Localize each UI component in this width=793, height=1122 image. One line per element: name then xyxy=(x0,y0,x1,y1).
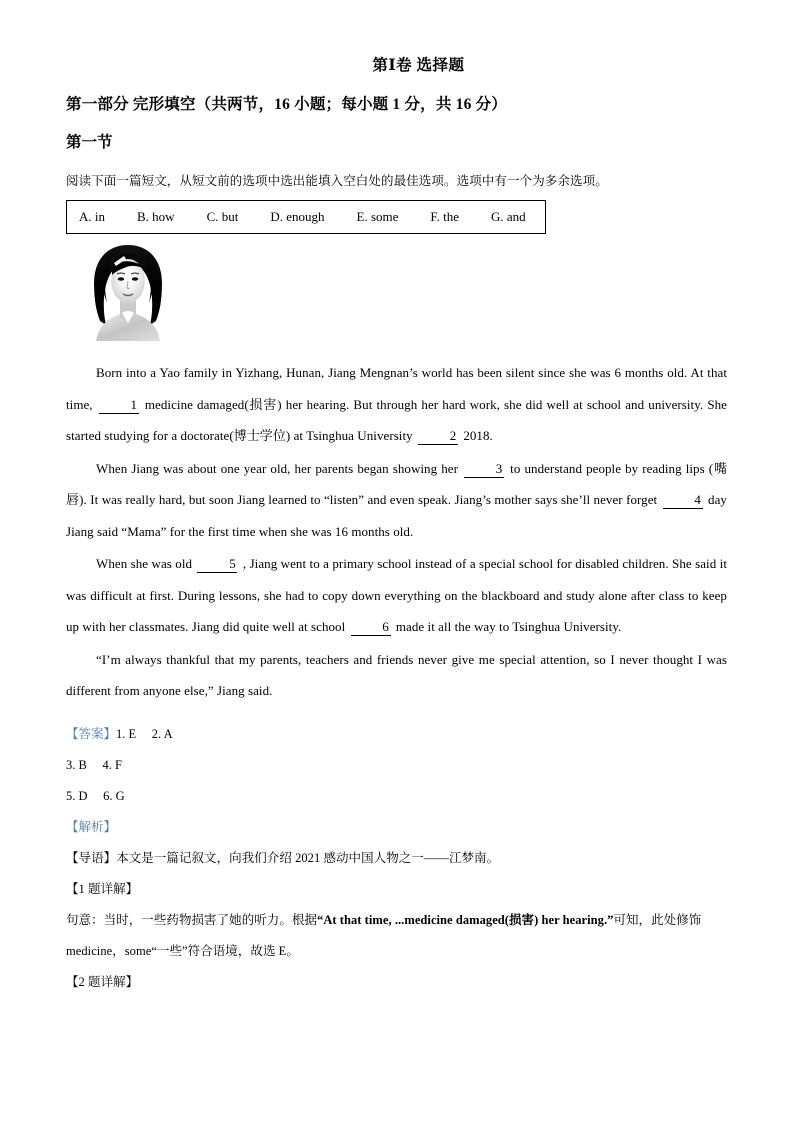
page-title: 第Ⅰ卷 选择题 xyxy=(372,57,465,74)
q1-text-b: 可知，此处修饰 medicine，some“一些”符合语境，故选 E。 xyxy=(66,912,702,958)
question-1-explanation xyxy=(66,905,727,967)
option-f[interactable]: F. the xyxy=(430,209,459,224)
p3-text-a: When she was old xyxy=(96,556,193,571)
question-1-marker: 【1 题详解】 xyxy=(66,881,139,896)
answer-line-1 xyxy=(66,719,727,750)
answer-line-2: 3. B 4. F xyxy=(66,757,122,772)
passage-paragraph-1 xyxy=(66,357,727,452)
options-row xyxy=(79,209,533,225)
blank-4[interactable]: 4 xyxy=(663,492,703,509)
p3-text-c: made it all the way to Tsinghua University. xyxy=(395,619,622,634)
p1-text-b: medicine damaged(损害) her hearing. But through her hard work, she did well at school and university. She started studying for a doctorate(博士学位) at Tsinghua University xyxy=(66,396,727,443)
p1-text-a: Born into a Yao family in Yizhang, Hunan, Jiang Mengnan’s world has been silent since she was 6 months old. At that time, xyxy=(66,365,727,412)
option-a[interactable]: A. in xyxy=(79,209,105,224)
guide-marker: 【导语】 xyxy=(66,850,117,865)
figure-container xyxy=(66,241,727,345)
options-box xyxy=(66,200,546,234)
blank-2[interactable]: 2 xyxy=(418,428,458,445)
sub-heading: 第一节 xyxy=(66,134,113,151)
guide-text: 本文是一篇记叙文，向我们介绍 2021 感动中国人物之一——江梦南。 xyxy=(116,850,500,865)
analysis-marker: 【解析】 xyxy=(66,819,117,834)
passage-paragraph-3 xyxy=(66,548,727,643)
p2-text-c: day Jiang said “Mama” for the first time when she was 16 months old. xyxy=(66,492,727,539)
p3-text-b: , Jiang went to a primary school instead of a special school for disabled children. She said it was difficult at first. During lessons, she had to copy down everything on the blackboard and study alone after class to keep up with her classmates. Jiang did quite well at school xyxy=(66,556,727,634)
blank-1[interactable]: 1 xyxy=(99,397,139,414)
answer-line-3: 5. D 6. G xyxy=(66,788,125,803)
blank-3[interactable]: 3 xyxy=(464,461,504,478)
analysis-guide-line xyxy=(66,843,727,874)
question-2-marker: 【2 题详解】 xyxy=(66,974,139,989)
p2-text-b: to understand people by reading lips (嘴唇). It was really hard, but soon Jiang learned to “listen” and even speak. Jiang’s mother says she’ll never forget xyxy=(66,460,727,507)
answer-values-1: 1. E 2. A xyxy=(116,726,173,741)
portrait-photo-jiang-mengnan xyxy=(80,241,176,341)
p1-text-c: 2018. xyxy=(463,428,493,443)
section-heading: 第一部分 完形填空（共两节，16 小题；每小题 1 分，共 16 分） xyxy=(66,96,508,113)
option-b[interactable]: B. how xyxy=(137,209,175,224)
p2-text-a: When Jiang was about one year old, her parents began showing her xyxy=(96,460,458,476)
passage-paragraph-2 xyxy=(66,453,727,548)
blank-6[interactable]: 6 xyxy=(351,619,391,636)
option-c[interactable]: C. but xyxy=(206,209,239,224)
q1-text-a: 句意：当时，一些药物损害了她的听力。根据 xyxy=(66,912,318,927)
instruction-text: 阅读下面一篇短文，从短文前的选项中选出能填入空白处的最佳选项。选项中有一个为多余选项。 xyxy=(66,174,608,188)
passage-paragraph-4: “I’m always thankful that my parents, teachers and friends never give me special attention, so I never thought I was different from anyone else,” Jiang said. xyxy=(66,651,727,698)
blank-5[interactable]: 5 xyxy=(197,556,237,573)
option-g[interactable]: G. and xyxy=(491,209,526,224)
option-d[interactable]: D. enough xyxy=(270,209,325,224)
option-e[interactable]: E. some xyxy=(356,209,399,224)
answer-block xyxy=(66,719,727,812)
answer-marker: 【答案】 xyxy=(66,726,117,741)
q1-quote: “At that time, ...medicine damaged(损害) her hearing.” xyxy=(317,912,614,927)
